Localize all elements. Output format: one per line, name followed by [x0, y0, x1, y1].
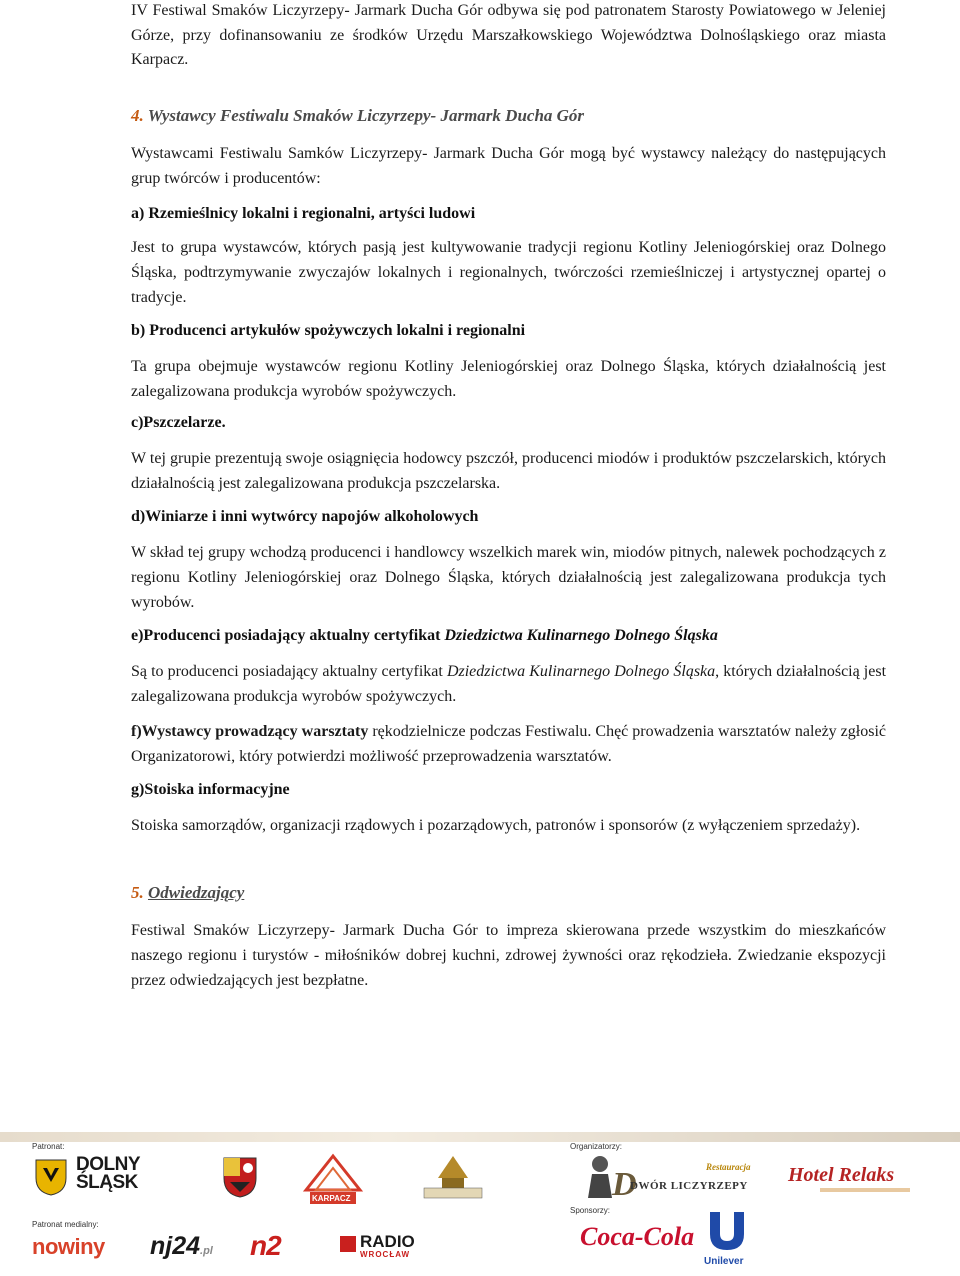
hotel-relaks-underline	[820, 1188, 910, 1192]
category-e-text	[131, 659, 886, 709]
category-f-text: rękodzielnicze podczas Festiwalu. Chęć prowadzenia warsztatów należy zgłosić Organizatorowi, który potwierdzi możliwość przeprowadzenia warsztatów.	[131, 722, 886, 765]
dolny-slask-text-2: ŚLĄSK	[76, 1172, 138, 1193]
category-e-text-certificate: Dziedzictwa Kulinarnego Dolnego Śląska	[446, 662, 716, 680]
section-5-title: Odwiedzający	[148, 882, 245, 902]
radio-text: RADIO	[360, 1232, 415, 1251]
nj24-text: nj24	[150, 1232, 201, 1260]
media-label: Patronat medialny:	[32, 1220, 99, 1229]
category-c-text: W tej grupie prezentują swoje osiągnięcia hodowcy pszczół, producenci miodów i produktów pszczelarskich, których działalnością jest zalegalizowana produkcja pszczelarska.	[131, 449, 886, 492]
category-a-text: Jest to grupa wystawców, których pasją jest kultywowanie tradycji regionu Kotliny Jeleniogórskiej oraz Dolnego Śląska, podtrzymywanie zwyczajów lokalnych i regionalnych, twórczości rzemieślniczej i artystycznej opartej o tradycje.	[131, 238, 886, 306]
dolny-slask-text-1: DOLNY	[76, 1154, 140, 1175]
unilever-u-icon	[704, 1208, 750, 1254]
coca-cola-logo: Coca-Cola	[580, 1222, 695, 1251]
dolny-slask-logo	[76, 1156, 140, 1192]
dolny-slask-crest-icon	[34, 1158, 68, 1196]
radio-wroclaw-square-icon	[340, 1236, 356, 1252]
organizers-label: Organizatorzy:	[570, 1142, 623, 1151]
dwor-initial: D	[612, 1166, 637, 1203]
nj24-suffix: .pl	[200, 1245, 213, 1257]
sponsor-footer	[0, 1142, 960, 1276]
section-4-title: Wystawcy Festiwalu Smaków Liczyrzepy- Jarmark Ducha Gór	[147, 105, 585, 125]
radio-sub-text: WROCŁAW	[360, 1250, 411, 1259]
category-d-text: W skład tej grupy wchodzą producenci i handlowcy wszelkich marek win, miodów pitnych, nalewek pochodzących z regionu Kotliny Jeleniogórskiej oraz Dolnego Śląska, których działalnością jest zalegalizowana produkcja tych wyrobów.	[131, 543, 886, 611]
category-d-title: d)Winiarze i inni wytwórcy napojów alkoholowych	[131, 507, 479, 525]
nj24-logo	[150, 1232, 213, 1261]
section-4-lead: Wystawcami Festiwalu Samków Liczyrzepy- Jarmark Ducha Gór mogą być wystawcy należący do następujących grup twórców i producentów:	[131, 144, 886, 187]
category-e-text-2: , których działalnością jest zalegalizowana produkcja wyrobów spożywczych.	[131, 662, 887, 705]
category-f-title: f)Wystawcy prowadzący warsztaty	[131, 722, 369, 740]
sponsors-label: Sponsorzy:	[570, 1206, 611, 1215]
unilever-text: Unilever	[704, 1256, 744, 1267]
category-e-title-text: e)Producenci posiadający aktualny certyfikat	[131, 626, 441, 644]
hotel-relaks-logo: Hotel Relaks	[788, 1164, 895, 1186]
section-5-text: Festiwal Smaków Liczyrzepy- Jarmark Ducha Gór to impreza skierowana przede wszystkim do mieszkańców naszego regionu i turystów - miłośników dobrej kuchni, zdrowej żywności oraz rękodzieła. Zwiedzanie ekspozycji przez odwiedzających jest bezpłatne.	[131, 921, 886, 989]
category-b-text: Ta grupa obejmuje wystawców regionu Kotliny Jeleniogórskiej oraz Dolnego Śląska, których działalnością jest zalegalizowana produkcja wyrobów spożywczych.	[131, 357, 886, 400]
category-a-title: a) Rzemieślnicy lokalni i regionalni, artyści ludowi	[131, 204, 476, 222]
category-g-text: Stoiska samorządów, organizacji rządowych i pozarządowych, patronów i sponsorów (z wyłączeniem sprzedaży).	[131, 816, 861, 834]
karpacz-text: KARPACZ	[312, 1194, 351, 1203]
regional-emblem-icon	[418, 1150, 488, 1200]
restauracja-text: Restauracja	[706, 1162, 751, 1172]
category-b-title: b) Producenci artykułów spożywczych lokalni i regionalni	[131, 321, 526, 339]
n2-logo: n2	[250, 1230, 281, 1261]
category-g-title: g)Stoiska informacyjne	[131, 780, 290, 798]
section-5-number: 5.	[131, 882, 144, 902]
section-5-heading	[131, 882, 886, 904]
section-4-number: 4.	[131, 105, 144, 125]
category-e-text-1: Są to producenci posiadający aktualny certyfikat	[131, 662, 443, 680]
document-body	[131, 0, 886, 993]
intro-paragraph: IV Festiwal Smaków Liczyrzepy- Jarmark Ducha Gór odbywa się pod patronatem Starosty Powiatowego w Jeleniej Górze, przy dofinansowaniu ze środków Urzędu Marszałkowskiego Województwa Dolnośląskiego oraz miasta Karpacz.	[131, 2, 886, 68]
section-4-heading	[131, 105, 886, 127]
patronat-label: Patronat:	[32, 1142, 65, 1151]
footer-divider	[0, 1132, 960, 1142]
category-f	[131, 719, 886, 769]
category-e-certificate: Dziedzictwa Kulinarnego Dolnego Śląska	[444, 626, 718, 644]
nowiny-logo: nowiny	[32, 1234, 105, 1259]
dwor-text: DWÓR LICZYRZEPY	[630, 1180, 748, 1192]
category-c-title: c)Pszczelarze.	[131, 413, 226, 431]
county-crest-icon	[222, 1156, 258, 1198]
category-e-title	[131, 625, 886, 647]
